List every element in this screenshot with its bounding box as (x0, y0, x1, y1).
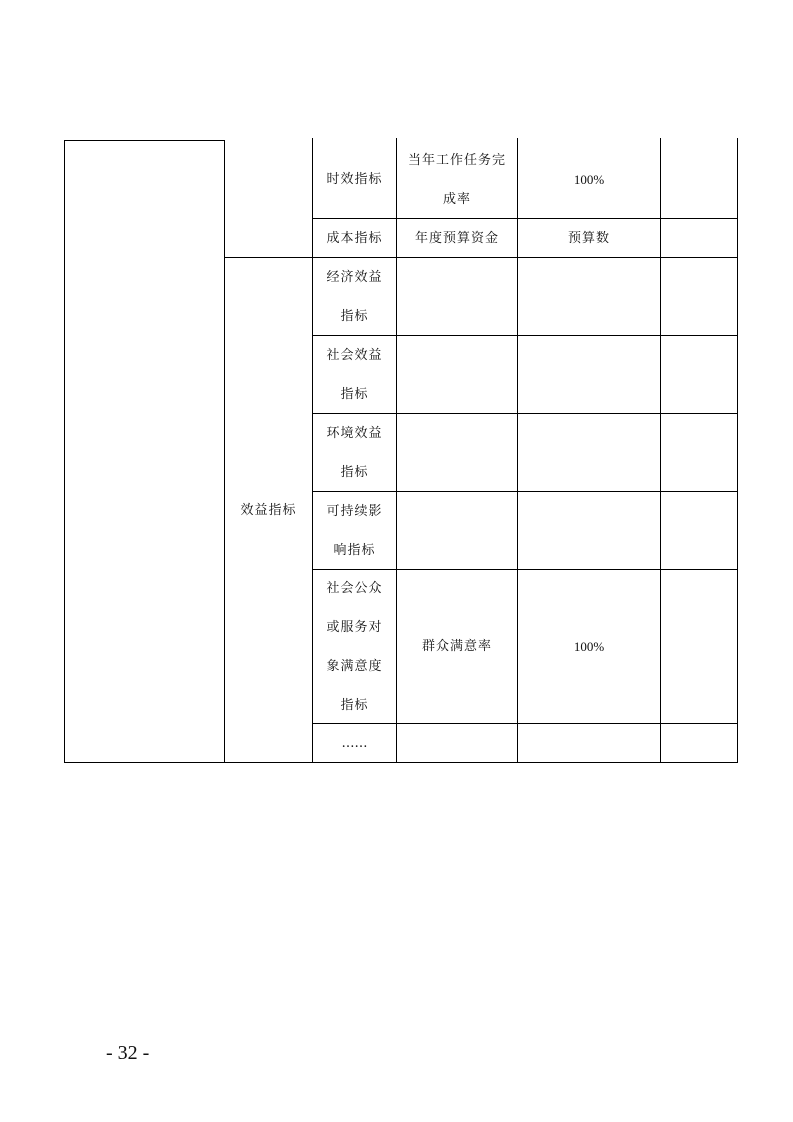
item-cell (397, 414, 517, 491)
indicator-cell: 时效指标 (326, 172, 383, 187)
table-border-left (64, 140, 65, 763)
target-cell: 100% (573, 172, 605, 187)
target-cell (518, 492, 660, 569)
category-cell: 效益指标 (240, 502, 297, 518)
indicator-cell: 经济效益 指标 (326, 269, 383, 324)
indicator-cell: 可持续影 响指标 (326, 503, 383, 558)
item-cell: 年度预算资金 (414, 230, 499, 246)
indicator-cell: …… (341, 735, 368, 751)
item-cell (397, 336, 517, 413)
target-cell: 预算数 (567, 230, 610, 246)
target-cell (518, 414, 660, 491)
target-cell: 100% (573, 639, 605, 654)
remark-cell (661, 219, 737, 257)
target-cell (518, 336, 660, 413)
target-cell (518, 724, 660, 762)
remark-cell (661, 492, 737, 569)
remark-cell (661, 570, 737, 723)
remark-cell (661, 258, 737, 335)
item-cell: 当年工作任务完 成率 (407, 152, 506, 207)
indicator-cell: 环境效益 指标 (326, 425, 383, 480)
page-number: - 32 - (106, 1042, 150, 1064)
table-border-bottom (64, 762, 738, 763)
item-cell (397, 492, 517, 569)
remark-cell (661, 141, 737, 218)
remark-cell (661, 414, 737, 491)
indicator-cell: 成本指标 (326, 230, 383, 246)
item-cell: 群众满意率 (421, 639, 492, 654)
item-cell (397, 724, 517, 762)
table-border-top (64, 140, 225, 141)
table-border-right (737, 138, 738, 763)
item-cell (397, 258, 517, 335)
remark-cell (661, 336, 737, 413)
target-cell (518, 258, 660, 335)
indicator-cell: 社会公众 或服务对 象满意度 指标 (326, 580, 383, 713)
indicator-cell: 社会效益 指标 (326, 347, 383, 402)
remark-cell (661, 724, 737, 762)
